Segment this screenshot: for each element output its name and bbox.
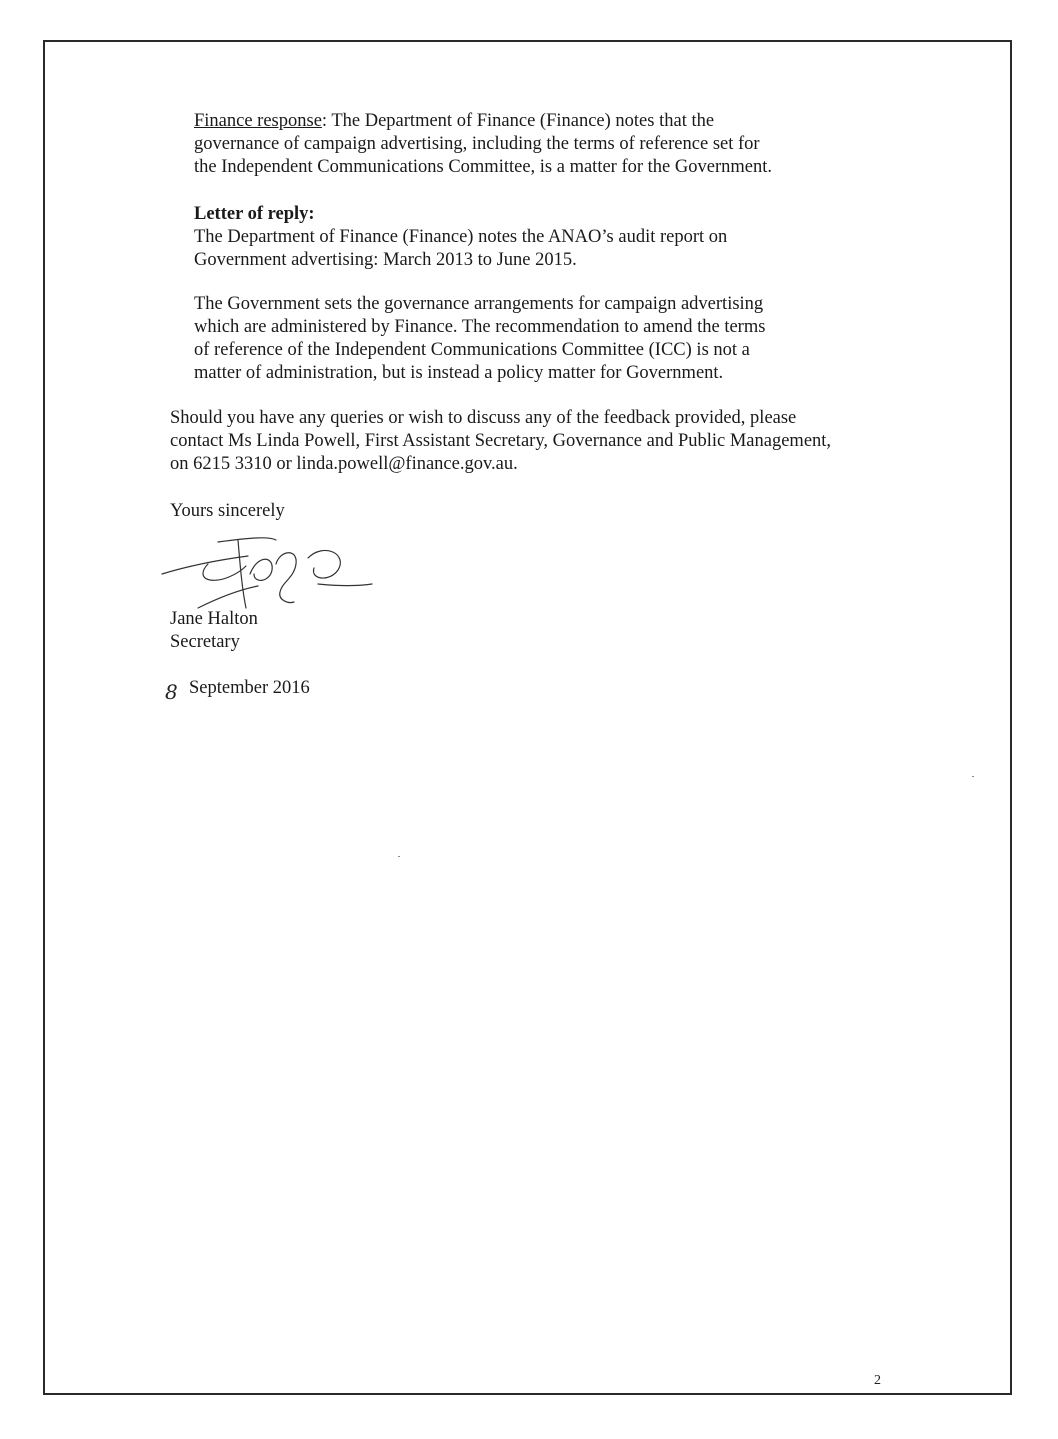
reply-para1-line-2: Government advertising: March 2013 to June 2015. <box>194 250 577 270</box>
contact-line-1: Should you have any queries or wish to discuss any of the feedback provided, please <box>170 408 797 428</box>
contact-line-2: contact Ms Linda Powell, First Assistant Secretary, Governance and Public Management, <box>170 431 832 451</box>
letter-of-reply-heading: Letter of reply: <box>194 204 315 224</box>
reply-para2-line-2: which are administered by Finance. The recommendation to amend the terms <box>194 317 766 337</box>
finance-response-label: Finance response <box>194 111 322 131</box>
date-text: September 2016 <box>189 678 310 698</box>
reply-para2-line-1: The Government sets the governance arrangements for campaign advertising <box>194 294 764 314</box>
handwritten-date-day: 8 <box>165 680 178 704</box>
signatory-title: Secretary <box>170 632 240 652</box>
signature-image <box>158 534 378 614</box>
salutation: Yours sincerely <box>170 501 285 521</box>
reply-para2-line-3: of reference of the Independent Communications Committee (ICC) is not a <box>194 340 750 360</box>
scan-speck <box>972 776 974 777</box>
reply-para1-line-1: The Department of Finance (Finance) notes the ANAO’s audit report on <box>194 227 728 247</box>
finance-response-line-1 <box>194 110 714 133</box>
scan-speck <box>398 856 400 857</box>
finance-response-line-3: the Independent Communications Committee, is a matter for the Government. <box>194 157 772 177</box>
contact-line-3: on 6215 3310 or linda.powell@finance.gov.au. <box>170 454 518 474</box>
finance-response-line-1-text: : The Department of Finance (Finance) notes that the <box>321 111 715 131</box>
finance-response-line-2: governance of campaign advertising, including the terms of reference set for <box>194 134 760 154</box>
page-number: 2 <box>874 1373 881 1388</box>
signatory-name: Jane Halton <box>170 609 258 629</box>
reply-para2-line-4: matter of administration, but is instead a policy matter for Government. <box>194 363 724 383</box>
